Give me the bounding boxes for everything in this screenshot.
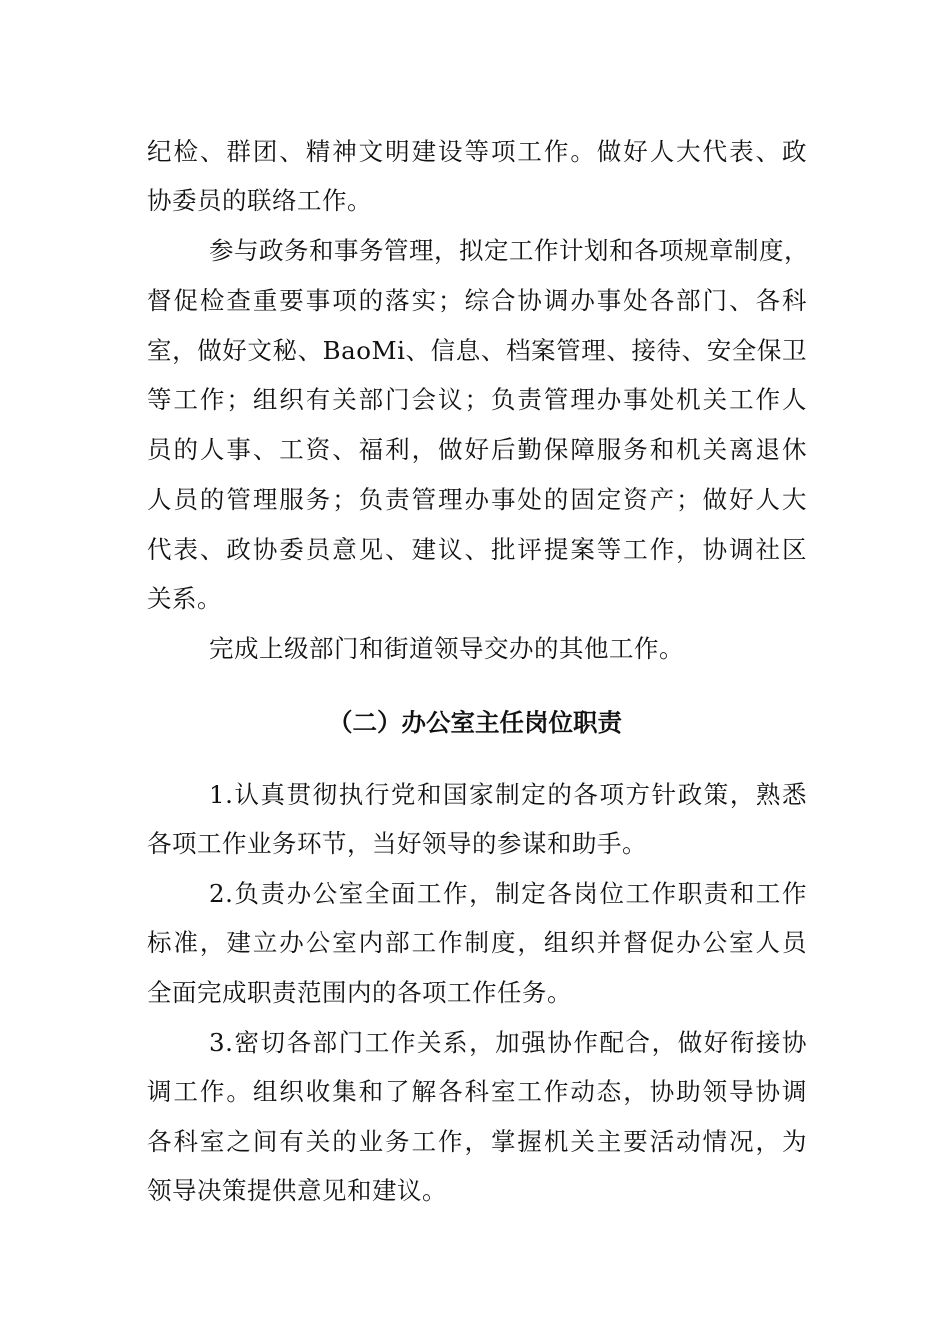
- paragraph-line: 代表、政协委员意见、建议、批评提案等工作，协调社区: [147, 535, 807, 564]
- duty-line: 各科室之间有关的业务工作，掌握机关主要活动情况，为: [147, 1127, 807, 1156]
- paragraph-line: 参与政务和事务管理，拟定工作计划和各项规章制度，: [209, 236, 809, 265]
- duty-line: 1.认真贯彻执行党和国家制定的各项方针政策，熟悉: [209, 780, 807, 809]
- paragraph-line: 协委员的联络工作。: [147, 186, 372, 215]
- duty-line: 标准，建立办公室内部工作制度，组织并督促办公室人员: [147, 928, 807, 957]
- duty-line: 全面完成职责范围内的各项工作任务。: [147, 978, 572, 1007]
- paragraph-line: 等工作；组织有关部门会议；负责管理办事处机关工作人: [147, 385, 807, 414]
- duty-line: 2.负责办公室全面工作，制定各岗位工作职责和工作: [209, 879, 807, 908]
- paragraph-line: 人员的管理服务；负责管理办事处的固定资产；做好人大: [147, 485, 807, 514]
- paragraph-line: 关系。: [147, 584, 222, 613]
- paragraph-line: 完成上级部门和街道领导交办的其他工作。: [209, 634, 684, 663]
- duty-line: 调工作。组织收集和了解各科室工作动态，协助领导协调: [147, 1077, 807, 1106]
- duty-line: 领导决策提供意见和建议。: [147, 1176, 447, 1205]
- paragraph-line: 室，做好文秘、BaoMi、信息、档案管理、接待、安全保卫: [147, 336, 807, 365]
- paragraph-line: 纪检、群团、精神文明建设等项工作。做好人大代表、政: [147, 137, 807, 166]
- paragraph-line: 督促检查重要事项的落实；综合协调办事处各部门、各科: [147, 286, 807, 315]
- duty-line: 各项工作业务环节，当好领导的参谋和助手。: [147, 829, 647, 858]
- paragraph-line: 员的人事、工资、福利，做好后勤保障服务和机关离退休: [147, 435, 807, 464]
- section-heading: （二）办公室主任岗位职责: [328, 708, 622, 737]
- duty-line: 3.密切各部门工作关系，加强协作配合，做好衔接协: [209, 1028, 807, 1057]
